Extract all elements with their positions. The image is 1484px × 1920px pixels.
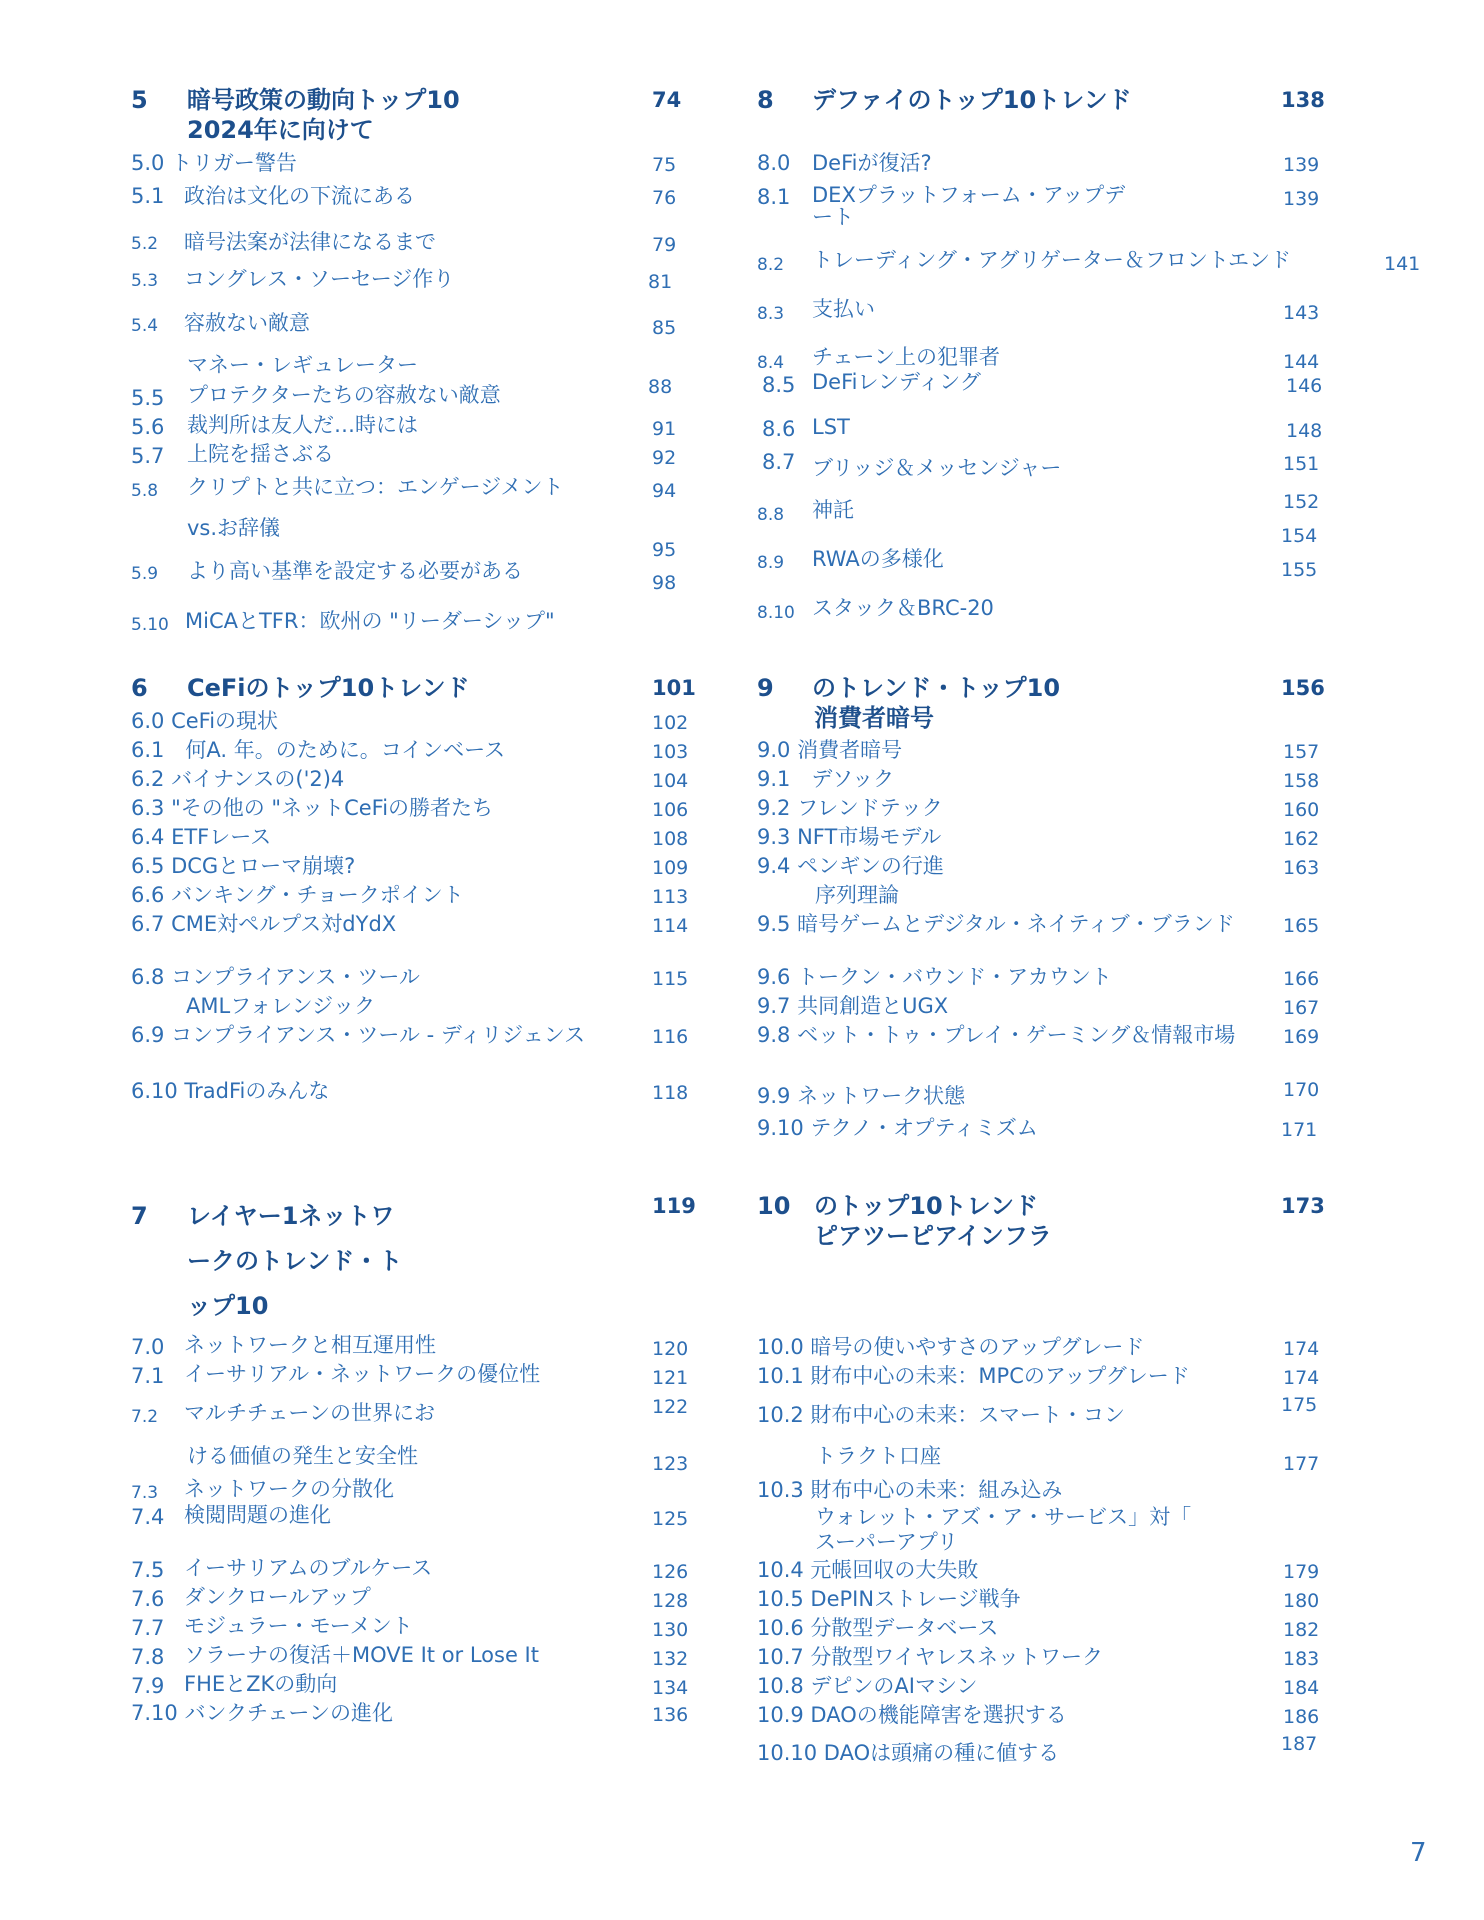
entry-number: 8.4 xyxy=(757,353,785,373)
entry-text[interactable]: ける価値の発生と安全性 xyxy=(187,1444,418,1468)
entry-number: 8.3 xyxy=(757,304,785,324)
toc-entry[interactable]: 10.0 暗号の使いやすさのアップグレード xyxy=(757,1335,1145,1359)
entry-page: 179 xyxy=(1283,1561,1320,1583)
toc-entry[interactable]: 6.10 TradFiのみんな xyxy=(131,1079,330,1103)
toc-entry[interactable]: 10.4 元帳回収の大失敗 xyxy=(757,1558,979,1582)
entry-text: トリガー警告 xyxy=(171,151,297,175)
section-page: 101 xyxy=(652,676,696,700)
toc-entry[interactable]: 10.7 分散型ワイヤレスネットワーク xyxy=(757,1645,1103,1669)
section-page: 156 xyxy=(1281,676,1325,700)
entry-page: 144 xyxy=(1283,351,1320,373)
entry-number: 7.0 xyxy=(131,1335,165,1359)
toc-entry[interactable]: スーパーアプリ xyxy=(815,1530,959,1554)
entry-text[interactable]: 検閲問題の進化 xyxy=(184,1503,331,1527)
toc-entry[interactable]: 10.10 DAOは頭痛の種に値する xyxy=(757,1741,1060,1765)
toc-entry[interactable]: 6.7 CME対ペルプス対dYdX xyxy=(131,912,397,936)
section-title-line2: ピアツーピアインフラ xyxy=(814,1222,1052,1250)
entry-page: 114 xyxy=(652,915,689,937)
entry-page: 95 xyxy=(652,539,677,561)
toc-entry[interactable]: 10.5 DePINストレージ戦争 xyxy=(757,1587,1021,1611)
toc-entry[interactable]: 10.9 DAOの機能障害を選択する xyxy=(757,1703,1067,1727)
section-title-line2: ークのトレンド・ト xyxy=(187,1247,403,1275)
entry-number: 5.1 xyxy=(131,184,165,208)
entry-page: 143 xyxy=(1283,302,1320,324)
entry-page: 130 xyxy=(652,1619,689,1641)
entry-text[interactable]: より高い基準を設定する必要がある xyxy=(187,559,523,583)
section-number: 8 xyxy=(757,86,774,114)
toc-entry[interactable]: 10.6 分散型データベース xyxy=(757,1616,999,1640)
entry-text[interactable]: ブリッジ＆メッセンジャー xyxy=(812,456,1062,480)
entry-page: 75 xyxy=(652,154,677,176)
entry-page: 76 xyxy=(652,187,677,209)
entry-text[interactable]: RWAの多様化 xyxy=(812,547,944,571)
entry-page: 187 xyxy=(1281,1733,1318,1755)
entry-text[interactable]: DeFiが復活? xyxy=(812,151,932,175)
entry-number: 7.3 xyxy=(131,1483,159,1503)
toc-entry[interactable] xyxy=(131,150,297,176)
section-number: 5 xyxy=(131,86,148,114)
entry-number: 5.8 xyxy=(131,481,159,501)
toc-entry[interactable]: 9.7 共同創造とUGX xyxy=(757,994,949,1018)
entry-number: 7.7 xyxy=(131,1616,165,1640)
entry-text[interactable]: 裁判所は友人だ…時には xyxy=(187,413,418,437)
entry-text[interactable]: 神託 xyxy=(812,498,854,522)
toc-entry[interactable]: 6.2 バイナンスの('2)4 xyxy=(131,767,345,791)
entry-page: 79 xyxy=(652,234,677,256)
entry-text[interactable]: モジュラー・モーメント xyxy=(184,1614,413,1638)
entry-text[interactable]: コングレス・ソーセージ作り xyxy=(184,267,455,291)
entry-page: 139 xyxy=(1283,188,1320,210)
section-title: レイヤー1ネットワ xyxy=(187,1202,395,1230)
section-title: 暗号政策の動向トップ10 xyxy=(187,86,460,114)
entry-page: 169 xyxy=(1283,1026,1320,1048)
toc-entry[interactable]: 10.1 財布中心の未来：MPCのアップグレード xyxy=(757,1364,1190,1388)
entry-text[interactable]: マルチチェーンの世界にお xyxy=(184,1401,435,1425)
entry-text[interactable]: DeFiレンディング xyxy=(812,370,981,394)
entry-page: 92 xyxy=(652,447,677,469)
section-title-line2: 消費者暗号 xyxy=(814,704,934,732)
entry-page: 157 xyxy=(1283,741,1320,763)
toc-entry[interactable]: 10.2 財布中心の未来：スマート・コン xyxy=(757,1403,1126,1427)
entry-page: 148 xyxy=(1286,420,1323,442)
toc-entry[interactable]: 9.2 フレンドテック xyxy=(757,796,943,820)
entry-page: 116 xyxy=(652,1026,689,1048)
entry-text[interactable]: vs.お辞儀 xyxy=(187,516,281,540)
toc-entry[interactable]: 序列理論 xyxy=(815,883,899,907)
toc-entry[interactable]: 6.5 DCGとローマ崩壊? xyxy=(131,854,356,878)
section-title: CeFiのトップ10トレンド xyxy=(187,674,470,702)
section-page: 119 xyxy=(652,1194,696,1218)
entry-page: 162 xyxy=(1283,828,1320,850)
toc-entry[interactable] xyxy=(131,1700,393,1726)
toc-entry[interactable]: 10.3 財布中心の未来：組み込み xyxy=(757,1478,1063,1502)
toc-entry[interactable]: 6.4 ETFレース xyxy=(131,825,272,849)
entry-number: 5.2 xyxy=(131,234,159,254)
entry-number: 8.5 xyxy=(762,373,796,397)
entry-text[interactable]: MiCAとTFR：欧州の "リーダーシップ" xyxy=(185,609,555,633)
entry-number: 7.10 xyxy=(131,1701,178,1725)
entry-page: 175 xyxy=(1281,1394,1318,1416)
entry-page: 81 xyxy=(648,271,673,293)
entry-page: 174 xyxy=(1283,1367,1320,1389)
entry-text[interactable]: DEXプラットフォーム・アップデ xyxy=(812,183,1126,207)
entry-page: 166 xyxy=(1283,968,1320,990)
entry-text[interactable]: イーサリアル・ネットワークの優位性 xyxy=(184,1362,541,1386)
entry-page: 106 xyxy=(652,799,689,821)
entry-page: 88 xyxy=(648,376,673,398)
section-title: デファイのトップ10トレンド xyxy=(812,86,1132,114)
entry-page: 103 xyxy=(652,741,689,763)
entry-number: 8.7 xyxy=(762,450,796,474)
entry-page: 121 xyxy=(652,1367,689,1389)
entry-page: 160 xyxy=(1283,799,1320,821)
section-page: 138 xyxy=(1281,88,1325,112)
entry-text[interactable]: ネットワークの分散化 xyxy=(184,1477,394,1501)
entry-text[interactable]: チェーン上の犯罪者 xyxy=(812,345,1000,369)
section-title-line2: 2024年に向けて xyxy=(187,116,374,144)
entry-page: 184 xyxy=(1283,1677,1320,1699)
entry-page: 183 xyxy=(1283,1648,1320,1670)
page-number: 7 xyxy=(1410,1838,1427,1868)
entry-page: 134 xyxy=(652,1677,689,1699)
entry-number: 5.6 xyxy=(131,415,165,439)
entry-page: 104 xyxy=(652,770,689,792)
entry-page: 108 xyxy=(652,828,689,850)
entry-number: 7.9 xyxy=(131,1674,165,1698)
entry-number: 7.5 xyxy=(131,1558,165,1582)
entry-page: 85 xyxy=(652,317,677,339)
entry-page: 151 xyxy=(1283,453,1320,475)
section-page: 74 xyxy=(652,88,682,112)
section-title: のトレンド・トップ10 xyxy=(812,674,1061,702)
entry-number: 8.0 xyxy=(757,151,791,175)
entry-page: 98 xyxy=(652,572,677,594)
entry-page: 186 xyxy=(1283,1706,1320,1728)
entry-page: 174 xyxy=(1283,1338,1320,1360)
entry-number: 8.8 xyxy=(757,505,785,525)
entry-text[interactable]: イーサリアムのブルケース xyxy=(184,1556,433,1580)
toc-entry[interactable]: 6.3 "その他の "ネットCeFiの勝者たち xyxy=(131,796,494,820)
entry-number: 5.9 xyxy=(131,564,159,584)
entry-number: 7.4 xyxy=(131,1505,165,1529)
entry-page: 109 xyxy=(652,857,689,879)
entry-text[interactable]: FHEとZKの動向 xyxy=(184,1672,338,1696)
entry-page: 128 xyxy=(652,1590,689,1612)
entry-number: 5.0 xyxy=(131,151,165,175)
toc-entry[interactable]: 9.8 ベット・トゥ・プレイ・ゲーミング＆情報市場 xyxy=(757,1023,1236,1047)
entry-text-line2: ート xyxy=(812,205,854,229)
entry-page: 139 xyxy=(1283,154,1320,176)
section-title-line3: ップ10 xyxy=(187,1292,269,1320)
entry-text: バンクチェーンの進化 xyxy=(184,1701,393,1725)
entry-page: 170 xyxy=(1283,1079,1320,1101)
entry-page: 165 xyxy=(1283,915,1320,937)
entry-number: 7.6 xyxy=(131,1587,165,1611)
toc-entry[interactable]: 9.3 NFT市場モデル xyxy=(757,825,942,849)
section-number: 6 xyxy=(131,674,148,702)
entry-text[interactable]: トレーディング・アグリゲーター＆フロントエンド xyxy=(812,248,1292,272)
toc-entry[interactable]: AMLフォレンジック xyxy=(186,994,376,1018)
entry-page: 102 xyxy=(652,712,689,734)
entry-text[interactable]: LST xyxy=(812,415,850,439)
entry-text[interactable]: 容赦ない敵意 xyxy=(184,311,310,335)
entry-page: 167 xyxy=(1283,997,1320,1019)
entry-text[interactable]: スタック＆BRC-20 xyxy=(812,596,994,620)
entry-page: 94 xyxy=(652,480,677,502)
entry-page: 126 xyxy=(652,1561,689,1583)
entry-text[interactable]: 政治は文化の下流にある xyxy=(184,184,415,208)
toc-entry[interactable]: 9.0 消費者暗号 xyxy=(757,738,903,762)
entry-page: 182 xyxy=(1283,1619,1320,1641)
entry-number: 5.7 xyxy=(131,444,165,468)
entry-page: 115 xyxy=(652,968,689,990)
toc-entry[interactable]: 6.8 コンプライアンス・ツール xyxy=(131,965,420,989)
entry-number: 8.2 xyxy=(757,255,785,275)
entry-number: 5.4 xyxy=(131,316,159,336)
toc-entry[interactable]: 6.0 CeFiの現状 xyxy=(131,709,279,733)
entry-page: 113 xyxy=(652,886,689,908)
entry-number: 8.10 xyxy=(757,603,795,623)
entry-text[interactable]: ダンクロールアップ xyxy=(184,1585,371,1609)
entry-page: 180 xyxy=(1283,1590,1320,1612)
toc-entry[interactable]: 6.9 コンプライアンス・ツール - ディリジェンス xyxy=(131,1023,586,1047)
toc-entry[interactable]: 9.10 テクノ・オプティミズム xyxy=(757,1116,1038,1140)
entry-number: 5.3 xyxy=(131,271,159,291)
entry-text[interactable]: 暗号法案が法律になるまで xyxy=(184,230,436,254)
entry-page: 152 xyxy=(1283,491,1320,513)
section-page: 173 xyxy=(1281,1194,1325,1218)
entry-page: 146 xyxy=(1286,375,1323,397)
entry-text[interactable]: プロテクターたちの容赦ない敵意 xyxy=(187,383,501,407)
entry-page: 122 xyxy=(652,1396,689,1418)
entry-number: 8.9 xyxy=(757,553,785,573)
entry-page: 177 xyxy=(1283,1453,1320,1475)
entry-number: 7.8 xyxy=(131,1645,165,1669)
entry-page: 132 xyxy=(652,1648,689,1670)
toc-entry[interactable]: 9.1 デソック xyxy=(757,767,895,791)
entry-text[interactable]: 支払い xyxy=(812,297,875,321)
section-number: 10 xyxy=(757,1192,791,1220)
entry-page: 155 xyxy=(1281,559,1318,581)
entry-page: 141 xyxy=(1384,253,1421,275)
toc-entry[interactable]: 6.1 何A. 年。のために。コインベース xyxy=(131,738,506,762)
entry-page: 158 xyxy=(1283,770,1320,792)
section-title: のトップ10トレンド xyxy=(814,1192,1039,1220)
entry-page: 91 xyxy=(652,418,677,440)
entry-page: 171 xyxy=(1281,1119,1318,1141)
entry-text[interactable]: クリプトと共に立つ：エンゲージメント xyxy=(187,475,564,499)
entry-page: 123 xyxy=(652,1453,689,1475)
entry-page: 154 xyxy=(1281,525,1318,547)
section-number: 9 xyxy=(757,674,774,702)
toc-entry[interactable]: トラクト口座 xyxy=(815,1444,941,1468)
entry-page: 118 xyxy=(652,1082,689,1104)
entry-number: 7.2 xyxy=(131,1407,159,1427)
entry-text[interactable]: ソラーナの復活＋MOVE It or Lose It xyxy=(184,1643,539,1667)
entry-number: 8.6 xyxy=(762,417,796,441)
entry-page: 136 xyxy=(652,1704,689,1726)
entry-number: 5.5 xyxy=(131,386,165,410)
entry-page: 125 xyxy=(652,1508,689,1530)
entry-number: 5.10 xyxy=(131,615,169,635)
entry-number: 8.1 xyxy=(757,185,791,209)
entry-text[interactable]: 上院を揺さぶる xyxy=(187,442,334,466)
entry-page: 163 xyxy=(1283,857,1320,879)
toc-entry[interactable]: 10.8 デピンのAIマシン xyxy=(757,1674,978,1698)
toc-entry[interactable]: ウォレット・アズ・ア・サービス」対「 xyxy=(815,1505,1192,1529)
toc-entry[interactable]: 9.6 トークン・バウンド・アカウント xyxy=(757,965,1112,989)
toc-entry[interactable]: 9.4 ペンギンの行進 xyxy=(757,854,944,878)
section-number: 7 xyxy=(131,1202,148,1230)
entry-page: 120 xyxy=(652,1338,689,1360)
entry-text[interactable]: ネットワークと相互運用性 xyxy=(184,1333,436,1357)
toc-entry[interactable]: 9.5 暗号ゲームとデジタル・ネイティブ・ブランド xyxy=(757,912,1235,936)
toc-entry[interactable]: 9.9 ネットワーク状態 xyxy=(757,1084,966,1108)
entry-text[interactable]: マネー・レギュレーター xyxy=(187,353,418,377)
entry-number: 7.1 xyxy=(131,1364,165,1388)
toc-entry[interactable]: 6.6 バンキング・チョークポイント xyxy=(131,883,464,907)
